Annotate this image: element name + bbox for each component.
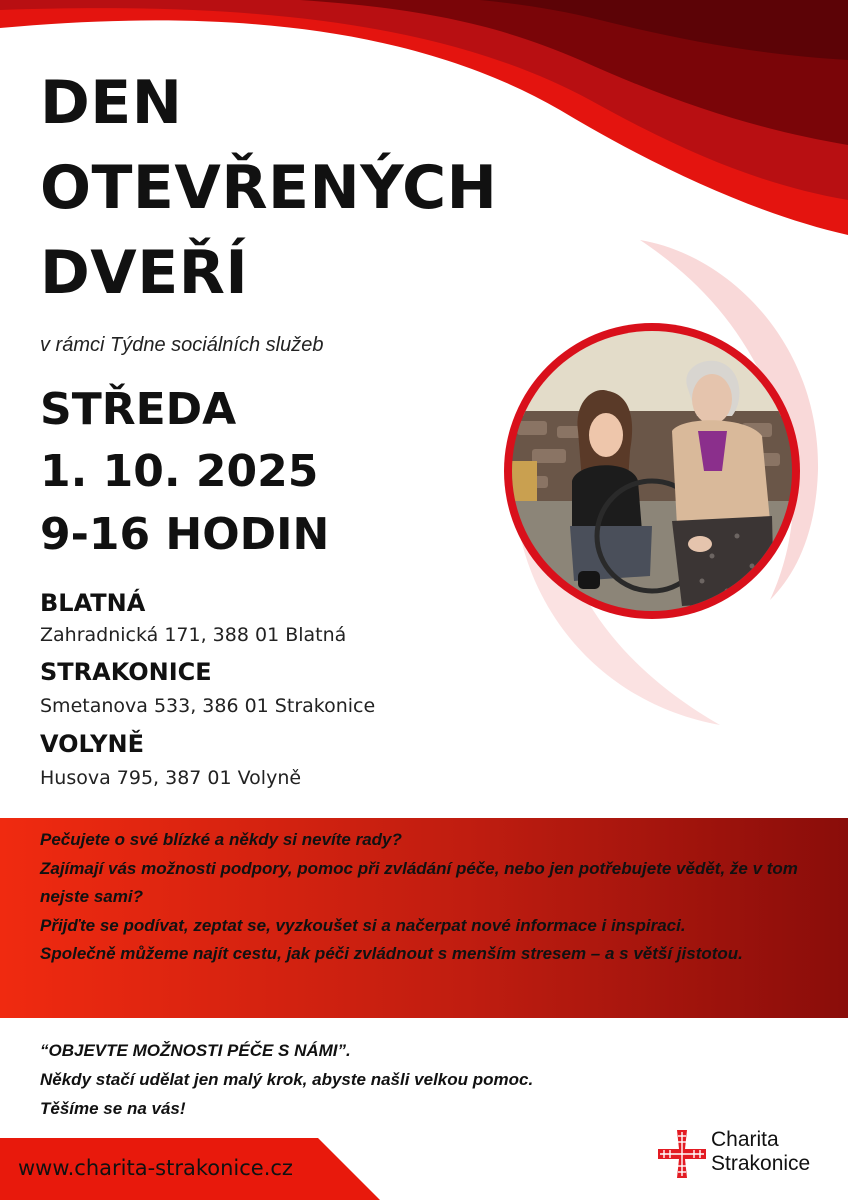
location-address-strakonice: Smetanova 533, 386 01 Strakonice (40, 695, 376, 717)
logo-line-2: Strakonice (711, 1152, 811, 1175)
location-name-blatna: BLATNÁ (40, 589, 146, 617)
location-name-volyne: VOLYNĚ (40, 730, 144, 758)
info-line-3: Přijďte se podívat, zeptat se, vyzkoušet si a načerpat nové informace i inspiraci. (40, 915, 686, 935)
event-date: 1. 10. 2025 (40, 446, 319, 497)
title-line-3: DVEŘÍ (40, 238, 249, 308)
location-address-blatna: Zahradnická 171, 388 01 Blatná (40, 624, 347, 646)
closing-text (40, 1036, 533, 1123)
closing-slogan: “OBJEVTE MOŽNOSTI PÉČE S NÁMI”. (40, 1041, 351, 1060)
event-hours: 9-16 HODIN (40, 509, 330, 560)
title-line-2: OTEVŘENÝCH (40, 153, 498, 223)
info-line-2: Zajímají vás možnosti podpory, pomoc při zvládání péče, nebo jen potřebujete vědět, že v tom nejste sami? (40, 858, 798, 906)
location-name-strakonice: STRAKONICE (40, 658, 212, 686)
info-line-1: Pečujete o své blízké a někdy si nevíte rady? (40, 830, 402, 849)
charita-logo-text (711, 1128, 810, 1176)
closing-line-3: Těšíme se na vás! (40, 1099, 186, 1118)
logo-line-1: Charita (711, 1128, 779, 1151)
title-line-1: DEN (40, 68, 183, 138)
charita-cross-icon (658, 1130, 706, 1178)
closing-line-2: Někdy stačí udělat jen malý krok, abyste našli velkou pomoc. (40, 1070, 534, 1089)
event-photo (512, 331, 792, 611)
info-line-4: Společně můžeme najít cestu, jak péči zvládnout s menším stresem – a s větší jistotou. (40, 944, 743, 963)
website-link[interactable]: www.charita-strakonice.cz (18, 1156, 293, 1180)
event-day: STŘEDA (40, 384, 237, 435)
location-address-volyne: Husova 795, 387 01 Volyně (40, 767, 302, 789)
info-text (40, 826, 820, 969)
subtitle: v rámci Týdne sociálních služeb (40, 334, 324, 356)
